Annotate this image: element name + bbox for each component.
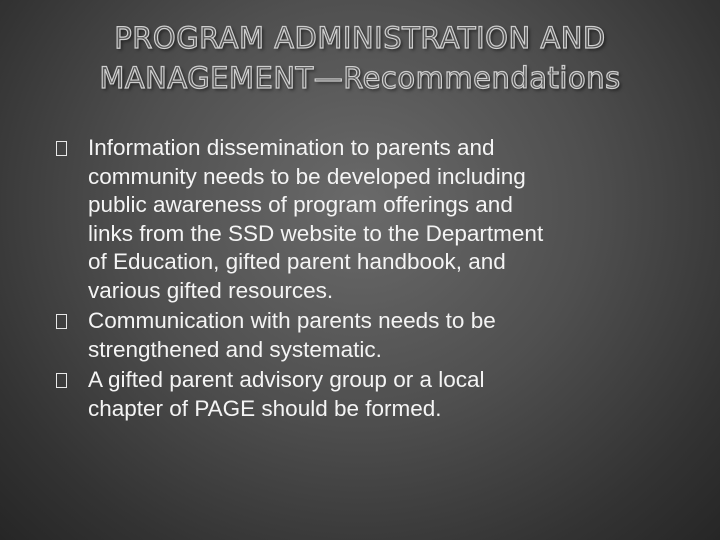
bullet-text-1 — [88, 132, 543, 305]
bullet-1-line-5: of Education, gifted parent handbook, and — [88, 249, 506, 274]
bullet-text-2 — [88, 305, 496, 364]
bullet-item-1 — [56, 132, 676, 305]
bullet-1-line-3: public awareness of program offerings and — [88, 192, 513, 217]
slide-title-line-2: MANAGEMENT—Recommendations — [99, 61, 621, 95]
bullet-item-2 — [56, 305, 676, 364]
bullet-3-line-1: A gifted parent advisory group or a local — [88, 367, 485, 392]
bullet-3-line-2: chapter of PAGE should be formed. — [88, 395, 442, 421]
bullet-list — [56, 132, 676, 423]
bullet-1-line-4: links from the SSD website to the Department — [88, 220, 544, 246]
empty-square-icon — [56, 305, 88, 339]
bullet-2-line-1: Communication with parents needs to be — [88, 308, 496, 333]
empty-square-icon — [56, 364, 88, 398]
bullet-text-3 — [88, 364, 485, 423]
bullet-1-line-6: various gifted resources. — [88, 277, 334, 303]
empty-square-icon — [56, 132, 88, 166]
bullet-1-line-1: Information dissemination to parents and — [88, 135, 495, 160]
bullet-item-3 — [56, 364, 676, 423]
bullet-2-line-2: strengthened and systematic. — [88, 336, 382, 362]
bullet-1-line-2: community needs to be developed including — [88, 163, 526, 189]
slide-title — [0, 18, 720, 98]
slide-title-line-1: PROGRAM ADMINISTRATION AND — [114, 21, 606, 55]
